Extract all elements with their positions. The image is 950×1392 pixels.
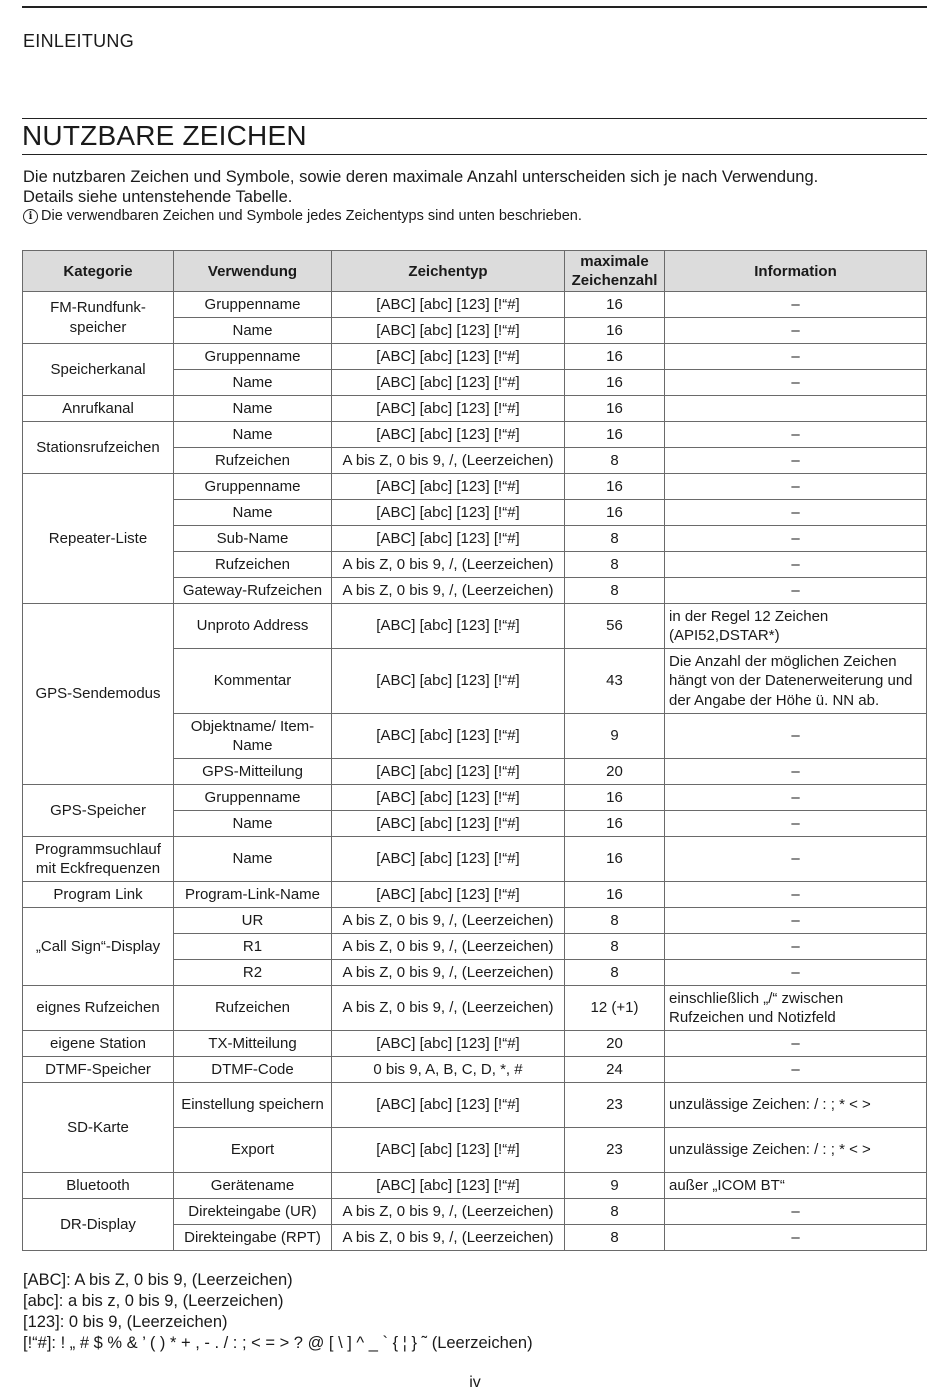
info-cell: – xyxy=(665,526,927,552)
info-cell: – xyxy=(665,344,927,370)
info-cell: – xyxy=(665,552,927,578)
category-cell: Stationsrufzeichen xyxy=(23,422,174,474)
max-cell: 16 xyxy=(565,474,665,500)
use-cell: Rufzeichen xyxy=(174,986,332,1031)
max-cell: 16 xyxy=(565,292,665,318)
info-cell: – xyxy=(665,811,927,837)
page-number: iv xyxy=(469,1374,481,1391)
type-cell: [ABC] [abc] [123] [!“#] xyxy=(332,474,565,500)
use-cell: Rufzeichen xyxy=(174,552,332,578)
use-cell: Name xyxy=(174,500,332,526)
info-cell: – xyxy=(665,785,927,811)
info-cell: – xyxy=(665,370,927,396)
max-cell: 8 xyxy=(565,448,665,474)
category-cell: Repeater-Liste xyxy=(23,474,174,604)
use-cell: Program-Link-Name xyxy=(174,882,332,908)
info-cell: – xyxy=(665,578,927,604)
info-cell: – xyxy=(665,934,927,960)
info-cell: – xyxy=(665,882,927,908)
max-cell: 8 xyxy=(565,1199,665,1225)
title-rule xyxy=(22,118,927,119)
info-cell: einschließlich „/“ zwischen Rufzeichen und Notizfeld xyxy=(665,986,927,1031)
category-cell: eigene Station xyxy=(23,1031,174,1057)
info-cell: Die Anzahl der möglichen Zeichen hängt von der Datenerweiterung und der Angabe der Höhe ü. NN ab. xyxy=(665,649,927,714)
info-cell: – xyxy=(665,1199,927,1225)
header-verwendung: Verwendung xyxy=(174,251,332,292)
use-cell: Name xyxy=(174,370,332,396)
max-cell: 16 xyxy=(565,370,665,396)
table-row xyxy=(23,344,927,370)
use-cell: TX-Mitteilung xyxy=(174,1031,332,1057)
header-information: Information xyxy=(665,251,927,292)
table-header-row xyxy=(23,251,927,292)
character-type-legend xyxy=(23,1270,533,1354)
use-cell: Name xyxy=(174,837,332,882)
table-row xyxy=(23,1031,927,1057)
category-cell: eignes Rufzeichen xyxy=(23,986,174,1031)
section-label: EINLEITUNG xyxy=(23,31,135,51)
max-cell: 23 xyxy=(565,1128,665,1173)
use-cell: R2 xyxy=(174,960,332,986)
info-cell: – xyxy=(665,960,927,986)
type-cell: [ABC] [abc] [123] [!“#] xyxy=(332,318,565,344)
max-cell: 20 xyxy=(565,1031,665,1057)
max-cell: 16 xyxy=(565,882,665,908)
max-cell: 56 xyxy=(565,604,665,649)
type-cell: A bis Z, 0 bis 9, /, (Leerzeichen) xyxy=(332,1199,565,1225)
use-cell: Direkteingabe (UR) xyxy=(174,1199,332,1225)
category-cell: Programmsuchlauf mit Eckfrequenzen xyxy=(23,837,174,882)
category-cell: „Call Sign“-Display xyxy=(23,908,174,986)
intro-line-1: Die nutzbaren Zeichen und Symbole, sowie deren maximale Anzahl unterscheiden sich je nach Verwendung. xyxy=(23,168,819,186)
max-cell: 16 xyxy=(565,837,665,882)
legend-digits: [123]: 0 bis 9, (Leerzeichen) xyxy=(23,1313,228,1331)
header-max-zeichenzahl: maximale Zeichenzahl xyxy=(565,251,665,292)
type-cell: [ABC] [abc] [123] [!“#] xyxy=(332,759,565,785)
type-cell: [ABC] [abc] [123] [!“#] xyxy=(332,604,565,649)
category-cell: SD-Karte xyxy=(23,1083,174,1173)
category-cell: DR-Display xyxy=(23,1199,174,1251)
use-cell: Einstellung speichern xyxy=(174,1083,332,1128)
use-cell: Name xyxy=(174,396,332,422)
type-cell: A bis Z, 0 bis 9, /, (Leerzeichen) xyxy=(332,1225,565,1251)
info-icon: i xyxy=(23,209,38,224)
category-cell: FM-Rundfunk-speicher xyxy=(23,292,174,344)
info-cell: außer „ICOM BT“ xyxy=(665,1173,927,1199)
title-underline xyxy=(22,154,927,155)
type-cell: 0 bis 9, A, B, C, D, *, # xyxy=(332,1057,565,1083)
max-cell: 8 xyxy=(565,552,665,578)
max-cell: 9 xyxy=(565,1173,665,1199)
info-cell: – xyxy=(665,714,927,759)
type-cell: A bis Z, 0 bis 9, /, (Leerzeichen) xyxy=(332,986,565,1031)
table-row xyxy=(23,1199,927,1225)
category-cell: DTMF-Speicher xyxy=(23,1057,174,1083)
max-cell: 9 xyxy=(565,714,665,759)
type-cell: [ABC] [abc] [123] [!“#] xyxy=(332,370,565,396)
category-cell: Program Link xyxy=(23,882,174,908)
use-cell: Direkteingabe (RPT) xyxy=(174,1225,332,1251)
category-cell: Speicherkanal xyxy=(23,344,174,396)
table-row xyxy=(23,292,927,318)
use-cell: Unproto Address xyxy=(174,604,332,649)
type-cell: [ABC] [abc] [123] [!“#] xyxy=(332,292,565,318)
info-cell: – xyxy=(665,292,927,318)
category-cell: Bluetooth xyxy=(23,1173,174,1199)
use-cell: Objektname/ Item-Name xyxy=(174,714,332,759)
type-cell: [ABC] [abc] [123] [!“#] xyxy=(332,1128,565,1173)
max-cell: 16 xyxy=(565,785,665,811)
use-cell: Sub-Name xyxy=(174,526,332,552)
max-cell: 8 xyxy=(565,578,665,604)
type-cell: [ABC] [abc] [123] [!“#] xyxy=(332,785,565,811)
category-cell: GPS-Speicher xyxy=(23,785,174,837)
use-cell: Name xyxy=(174,422,332,448)
use-cell: Name xyxy=(174,318,332,344)
table-row xyxy=(23,422,927,448)
use-cell: Gruppenname xyxy=(174,344,332,370)
type-cell: [ABC] [abc] [123] [!“#] xyxy=(332,500,565,526)
legend-symbols: [!“#]: ! „ # $ % & ’ ( ) * + , - . / : ; < = > ? @ [ \ ] ^ _ ` { ¦ } ˜ (Leerzeichen) xyxy=(23,1334,533,1352)
type-cell: A bis Z, 0 bis 9, /, (Leerzeichen) xyxy=(332,448,565,474)
info-cell xyxy=(665,396,927,422)
type-cell: [ABC] [abc] [123] [!“#] xyxy=(332,811,565,837)
category-cell: GPS-Sendemodus xyxy=(23,604,174,785)
use-cell: Kommentar xyxy=(174,649,332,714)
intro-line-2: Details siehe untenstehende Tabelle. xyxy=(23,188,293,206)
legend-abc-lower: [abc]: a bis z, 0 bis 9, (Leerzeichen) xyxy=(23,1292,284,1310)
header-kategorie: Kategorie xyxy=(23,251,174,292)
info-cell: – xyxy=(665,908,927,934)
info-cell: – xyxy=(665,759,927,785)
type-cell: [ABC] [abc] [123] [!“#] xyxy=(332,526,565,552)
legend-abc-upper: [ABC]: A bis Z, 0 bis 9, (Leerzeichen) xyxy=(23,1271,293,1289)
type-cell: [ABC] [abc] [123] [!“#] xyxy=(332,714,565,759)
max-cell: 12 (+1) xyxy=(565,986,665,1031)
type-cell: [ABC] [abc] [123] [!“#] xyxy=(332,1173,565,1199)
info-cell: – xyxy=(665,474,927,500)
table-row xyxy=(23,986,927,1031)
info-cell: unzulässige Zeichen: / : ; * < > xyxy=(665,1083,927,1128)
info-cell: – xyxy=(665,318,927,344)
type-cell: A bis Z, 0 bis 9, /, (Leerzeichen) xyxy=(332,960,565,986)
max-cell: 16 xyxy=(565,422,665,448)
table-row xyxy=(23,1057,927,1083)
info-cell: in der Regel 12 Zeichen (API52,DSTAR*) xyxy=(665,604,927,649)
max-cell: 16 xyxy=(565,396,665,422)
table-row xyxy=(23,785,927,811)
use-cell: GPS-Mitteilung xyxy=(174,759,332,785)
max-cell: 16 xyxy=(565,500,665,526)
use-cell: UR xyxy=(174,908,332,934)
category-cell: Anrufkanal xyxy=(23,396,174,422)
use-cell: DTMF-Code xyxy=(174,1057,332,1083)
info-cell: – xyxy=(665,837,927,882)
table-row xyxy=(23,908,927,934)
type-cell: [ABC] [abc] [123] [!“#] xyxy=(332,882,565,908)
use-cell: Gruppenname xyxy=(174,292,332,318)
type-cell: [ABC] [abc] [123] [!“#] xyxy=(332,837,565,882)
table-row xyxy=(23,837,927,882)
table-row xyxy=(23,1083,927,1128)
info-cell: – xyxy=(665,422,927,448)
use-cell: Gateway-Rufzeichen xyxy=(174,578,332,604)
max-cell: 8 xyxy=(565,908,665,934)
page-title: NUTZBARE ZEICHEN xyxy=(22,120,307,151)
note-text: Die verwendbaren Zeichen und Symbole jedes Zeichentyps sind unten beschrieben. xyxy=(41,208,582,224)
info-cell: – xyxy=(665,448,927,474)
use-cell: Export xyxy=(174,1128,332,1173)
intro-text xyxy=(23,167,923,207)
type-cell: A bis Z, 0 bis 9, /, (Leerzeichen) xyxy=(332,934,565,960)
max-cell: 20 xyxy=(565,759,665,785)
use-cell: Rufzeichen xyxy=(174,448,332,474)
info-cell: – xyxy=(665,1225,927,1251)
max-cell: 8 xyxy=(565,526,665,552)
max-cell: 16 xyxy=(565,318,665,344)
table-row xyxy=(23,604,927,649)
max-cell: 24 xyxy=(565,1057,665,1083)
use-cell: Gerätename xyxy=(174,1173,332,1199)
max-cell: 8 xyxy=(565,934,665,960)
max-cell: 8 xyxy=(565,1225,665,1251)
table-row xyxy=(23,882,927,908)
table-row xyxy=(23,396,927,422)
type-cell: A bis Z, 0 bis 9, /, (Leerzeichen) xyxy=(332,908,565,934)
info-cell: – xyxy=(665,500,927,526)
top-rule xyxy=(22,6,927,8)
max-cell: 23 xyxy=(565,1083,665,1128)
header-zeichentyp: Zeichentyp xyxy=(332,251,565,292)
max-cell: 16 xyxy=(565,811,665,837)
table-row xyxy=(23,1173,927,1199)
type-cell: A bis Z, 0 bis 9, /, (Leerzeichen) xyxy=(332,578,565,604)
use-cell: Name xyxy=(174,811,332,837)
characters-table xyxy=(22,250,927,1251)
type-cell: [ABC] [abc] [123] [!“#] xyxy=(332,344,565,370)
use-cell: Gruppenname xyxy=(174,474,332,500)
max-cell: 8 xyxy=(565,960,665,986)
use-cell: R1 xyxy=(174,934,332,960)
max-cell: 16 xyxy=(565,344,665,370)
table-row xyxy=(23,474,927,500)
type-cell: A bis Z, 0 bis 9, /, (Leerzeichen) xyxy=(332,552,565,578)
type-cell: [ABC] [abc] [123] [!“#] xyxy=(332,1083,565,1128)
info-cell: – xyxy=(665,1031,927,1057)
max-cell: 43 xyxy=(565,649,665,714)
type-cell: [ABC] [abc] [123] [!“#] xyxy=(332,649,565,714)
type-cell: [ABC] [abc] [123] [!“#] xyxy=(332,422,565,448)
use-cell: Gruppenname xyxy=(174,785,332,811)
type-cell: [ABC] [abc] [123] [!“#] xyxy=(332,396,565,422)
note xyxy=(23,208,582,224)
info-cell: – xyxy=(665,1057,927,1083)
info-cell: unzulässige Zeichen: / : ; * < > xyxy=(665,1128,927,1173)
type-cell: [ABC] [abc] [123] [!“#] xyxy=(332,1031,565,1057)
